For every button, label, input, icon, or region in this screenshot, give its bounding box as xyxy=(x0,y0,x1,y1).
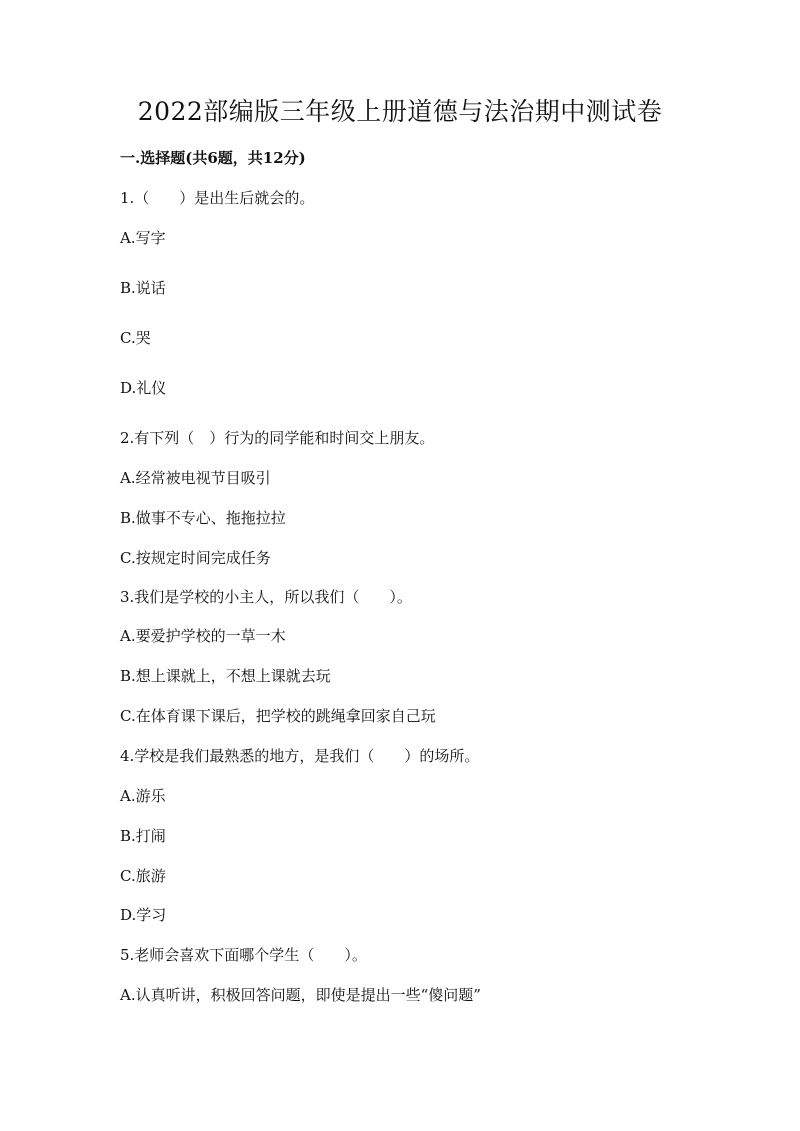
question-5-option-a: A.认真听讲，积极回答问题，即使是提出一些“傻问题” xyxy=(120,986,481,1004)
question-1-option-a: A.写字 xyxy=(120,229,166,247)
question-1-option-c: C.哭 xyxy=(120,329,151,347)
question-4-option-c: C.旅游 xyxy=(120,867,166,885)
question-4-option-a: A.游乐 xyxy=(120,787,166,805)
question-4-option-b: B.打闹 xyxy=(120,827,166,845)
question-4-stem: 4.学校是我们最熟悉的地方，是我们（ ）的场所。 xyxy=(120,747,480,765)
section-heading: 一.选择题(共6题，共12分) xyxy=(120,149,306,167)
page-title: 2022部编版三年级上册道德与法治期中测试卷 xyxy=(137,97,663,126)
question-2-option-c: C.按规定时间完成任务 xyxy=(120,549,271,567)
question-3-stem: 3.我们是学校的小主人，所以我们（ ）。 xyxy=(120,588,412,606)
question-4-option-d: D.学习 xyxy=(120,906,167,924)
question-3-option-a: A.要爱护学校的一草一木 xyxy=(120,627,286,645)
question-3-option-c: C.在体育课下课后，把学校的跳绳拿回家自己玩 xyxy=(120,707,436,725)
question-3-option-b: B.想上课就上，不想上课就去玩 xyxy=(120,667,331,685)
question-2-option-a: A.经常被电视节目吸引 xyxy=(120,469,271,487)
question-5-stem: 5.老师会喜欢下面哪个学生（ ）。 xyxy=(120,946,367,964)
question-1-stem: 1.（ ）是出生后就会的。 xyxy=(120,189,315,207)
question-1-option-d: D.礼仪 xyxy=(120,379,167,397)
question-2-option-b: B.做事不专心、拖拖拉拉 xyxy=(120,509,286,527)
question-2-stem: 2.有下列（ ）行为的同学能和时间交上朋友。 xyxy=(120,429,435,447)
question-1-option-b: B.说话 xyxy=(120,279,166,297)
